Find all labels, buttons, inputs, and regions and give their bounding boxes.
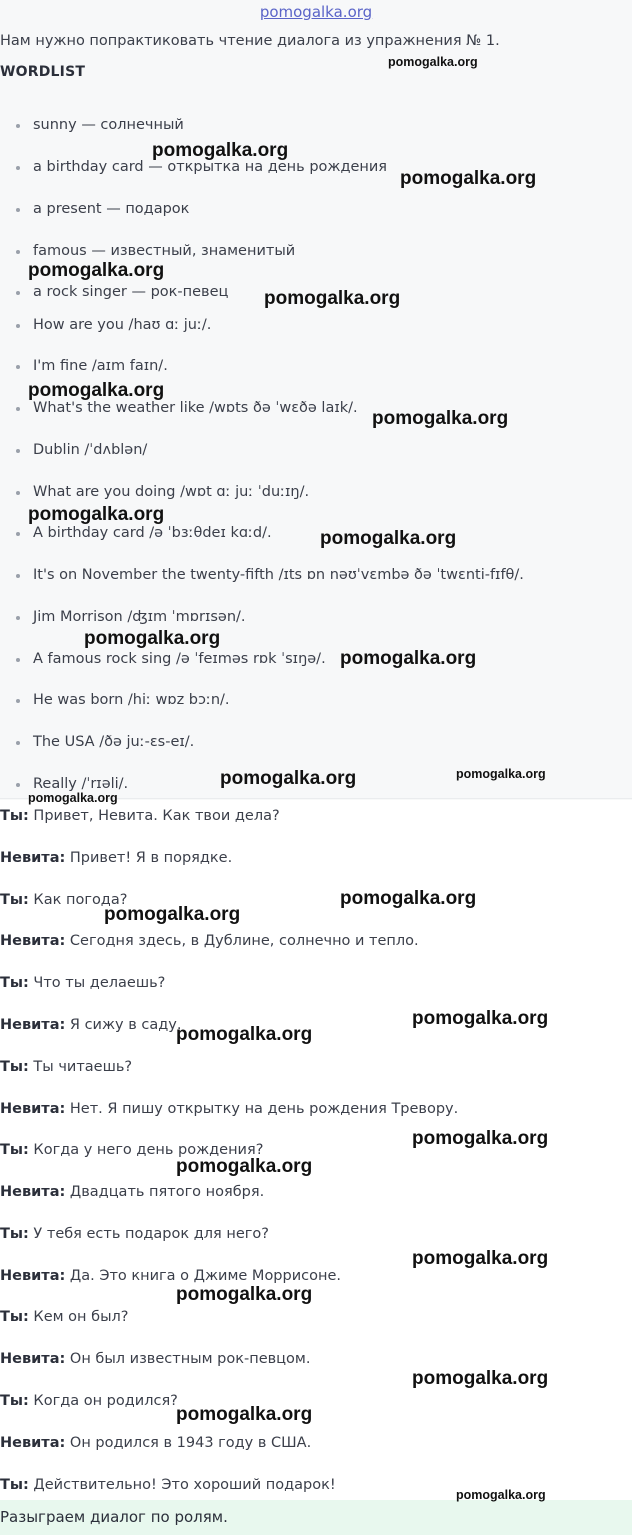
dialogue-line xyxy=(0,1474,336,1496)
line-text: Ты читаешь? xyxy=(28,1059,133,1075)
bullet-icon xyxy=(16,208,20,212)
bullet-icon xyxy=(16,783,20,787)
speaker-label: Невита: xyxy=(0,1268,66,1284)
watermark: pomogalka.org xyxy=(152,140,289,161)
line-text: Кем он был? xyxy=(28,1309,129,1325)
watermark: pomogalka.org xyxy=(28,380,165,401)
watermark: pomogalka.org xyxy=(104,904,241,925)
watermark: pomogalka.org xyxy=(400,168,537,189)
bullet-icon xyxy=(16,407,20,411)
list-item: I'm fine /aɪm faɪn/. xyxy=(16,355,168,377)
list-item: Jim Morrison /ʤɪm ˈmɒrɪsən/. xyxy=(16,606,246,628)
speaker-label: Ты: xyxy=(0,1477,29,1493)
dialogue-line xyxy=(0,1432,311,1454)
list-item: He was born /hiː wɒz bɔːn/. xyxy=(16,689,230,711)
watermark: pomogalka.org xyxy=(340,888,477,909)
watermark: pomogalka.org xyxy=(84,628,221,649)
line-text: Действительно! Это хороший подарок! xyxy=(28,1477,336,1493)
watermark: pomogalka.org xyxy=(28,504,165,525)
bullet-icon xyxy=(16,741,20,745)
line-text: Да. Это книга о Джиме Моррисоне. xyxy=(65,1268,341,1284)
list-item: a present — подарок xyxy=(16,198,189,220)
watermark: pomogalka.org xyxy=(264,288,401,309)
line-text: Что ты делаешь? xyxy=(28,975,166,991)
roleplay-banner xyxy=(0,1500,632,1535)
list-item: What are you doing /wɒt ɑː juː ˈduːɪŋ/. xyxy=(16,481,309,503)
watermark: pomogalka.org xyxy=(412,1248,549,1269)
wordlist-heading: WORDLIST xyxy=(0,64,86,80)
bullet-icon xyxy=(16,166,20,170)
list-item: famous — известный, знаменитый xyxy=(16,240,295,262)
watermark: pomogalka.org xyxy=(176,1284,313,1305)
watermark: pomogalka.org xyxy=(372,408,509,429)
list-item: Really /ˈrɪəli/. xyxy=(16,773,128,795)
speaker-label: Невита: xyxy=(0,1351,66,1367)
intro-text: Нам нужно попрактиковать чтение диалога из упражнения № 1. xyxy=(0,33,500,49)
watermark: pomogalka.org xyxy=(412,1368,549,1389)
line-text: Когда он родился? xyxy=(28,1393,178,1409)
list-item: What's the weather like /wɒts ðə ˈwɛðə laɪk/. xyxy=(16,397,358,419)
bullet-icon xyxy=(16,124,20,128)
speaker-label: Невита: xyxy=(0,1435,66,1451)
list-item: A famous rock sing /ə ˈfeɪməs rɒk ˈsɪŋə/. xyxy=(16,648,326,670)
dialogue-line xyxy=(0,1390,178,1412)
list-item: It's on November the twenty-fifth /ɪts ɒn nəʊˈvɛmbə ðə ˈtwɛnti-fɪfθ/. xyxy=(16,564,524,586)
dialogue-line xyxy=(0,1181,264,1203)
list-item: sunny — солнечный xyxy=(16,114,184,136)
dialogue-line xyxy=(0,1223,269,1245)
watermark: pomogalka.org xyxy=(176,1156,313,1177)
bullet-icon xyxy=(16,616,20,620)
watermark: pomogalka.org xyxy=(320,528,457,549)
speaker-label: Ты: xyxy=(0,1393,29,1409)
bullet-icon xyxy=(16,699,20,703)
line-text: Я сижу в саду. xyxy=(65,1017,182,1033)
list-item: Dublin /ˈdʌblən/ xyxy=(16,439,147,461)
line-text: Двадцать пятого ноября. xyxy=(65,1184,265,1200)
speaker-label: Невита: xyxy=(0,1101,66,1117)
speaker-label: Невита: xyxy=(0,933,66,949)
watermark: pomogalka.org xyxy=(388,55,478,69)
dialogue-line xyxy=(0,1056,132,1078)
watermark: pomogalka.org xyxy=(456,1488,546,1502)
list-item: a birthday card — открытка на день рождения xyxy=(16,156,387,178)
bullet-icon xyxy=(16,449,20,453)
watermark: pomogalka.org xyxy=(412,1128,549,1149)
roleplay-text: Разыграем диалог по ролям. xyxy=(0,1508,228,1526)
speaker-label: Ты: xyxy=(0,1226,29,1242)
list-item: A birthday card /ə ˈbɜːθdeɪ kɑːd/. xyxy=(16,522,272,544)
speaker-label: Ты: xyxy=(0,975,29,991)
watermark: pomogalka.org xyxy=(340,648,477,669)
list-item: a rock singer — рок-певец xyxy=(16,281,228,303)
line-text: Нет. Я пишу открытку на день рождения Тревору. xyxy=(65,1101,459,1117)
speaker-label: Ты: xyxy=(0,1142,29,1158)
dialogue-line xyxy=(0,1014,181,1036)
line-text: Как погода? xyxy=(28,892,128,908)
watermark: pomogalka.org xyxy=(28,791,118,805)
watermark: pomogalka.org xyxy=(412,1008,549,1029)
list-item: The USA /ðə juː-ɛs-eɪ/. xyxy=(16,731,194,753)
speaker-label: Невита: xyxy=(0,1017,66,1033)
bullet-icon xyxy=(16,365,20,369)
dialogue-line xyxy=(0,847,232,869)
speaker-label: Невита: xyxy=(0,850,66,866)
watermark: pomogalka.org xyxy=(456,767,546,781)
line-text: Когда у него день рождения? xyxy=(28,1142,264,1158)
dialogue-line xyxy=(0,1098,458,1120)
bullet-icon xyxy=(16,532,20,536)
line-text: Он родился в 1943 году в США. xyxy=(65,1435,312,1451)
line-text: Он был известным рок-певцом. xyxy=(65,1351,311,1367)
watermark: pomogalka.org xyxy=(176,1404,313,1425)
watermark: pomogalka.org xyxy=(176,1024,313,1045)
site-link[interactable]: pomogalka.org xyxy=(259,3,373,21)
watermark: pomogalka.org xyxy=(220,768,357,789)
dialogue-line xyxy=(0,930,419,952)
dialogue-line xyxy=(0,805,280,827)
dialogue-line xyxy=(0,1306,129,1328)
watermark: pomogalka.org xyxy=(28,260,165,281)
bullet-icon xyxy=(16,250,20,254)
line-text: Привет! Я в порядке. xyxy=(65,850,233,866)
bullet-icon xyxy=(16,291,20,295)
speaker-label: Невита: xyxy=(0,1184,66,1200)
speaker-label: Ты: xyxy=(0,1309,29,1325)
line-text: Сегодня здесь, в Дублине, солнечно и тепло. xyxy=(65,933,419,949)
line-text: У тебя есть подарок для него? xyxy=(28,1226,269,1242)
dialogue-line xyxy=(0,972,165,994)
list-item: How are you /haʊ ɑː juː/. xyxy=(16,314,211,336)
bullet-icon xyxy=(16,324,20,328)
bullet-icon xyxy=(16,658,20,662)
speaker-label: Ты: xyxy=(0,808,29,824)
dialogue-line xyxy=(0,1348,310,1370)
bullet-icon xyxy=(16,491,20,495)
speaker-label: Ты: xyxy=(0,1059,29,1075)
line-text: Привет, Невита. Как твои дела? xyxy=(28,808,280,824)
bullet-icon xyxy=(16,574,20,578)
speaker-label: Ты: xyxy=(0,892,29,908)
